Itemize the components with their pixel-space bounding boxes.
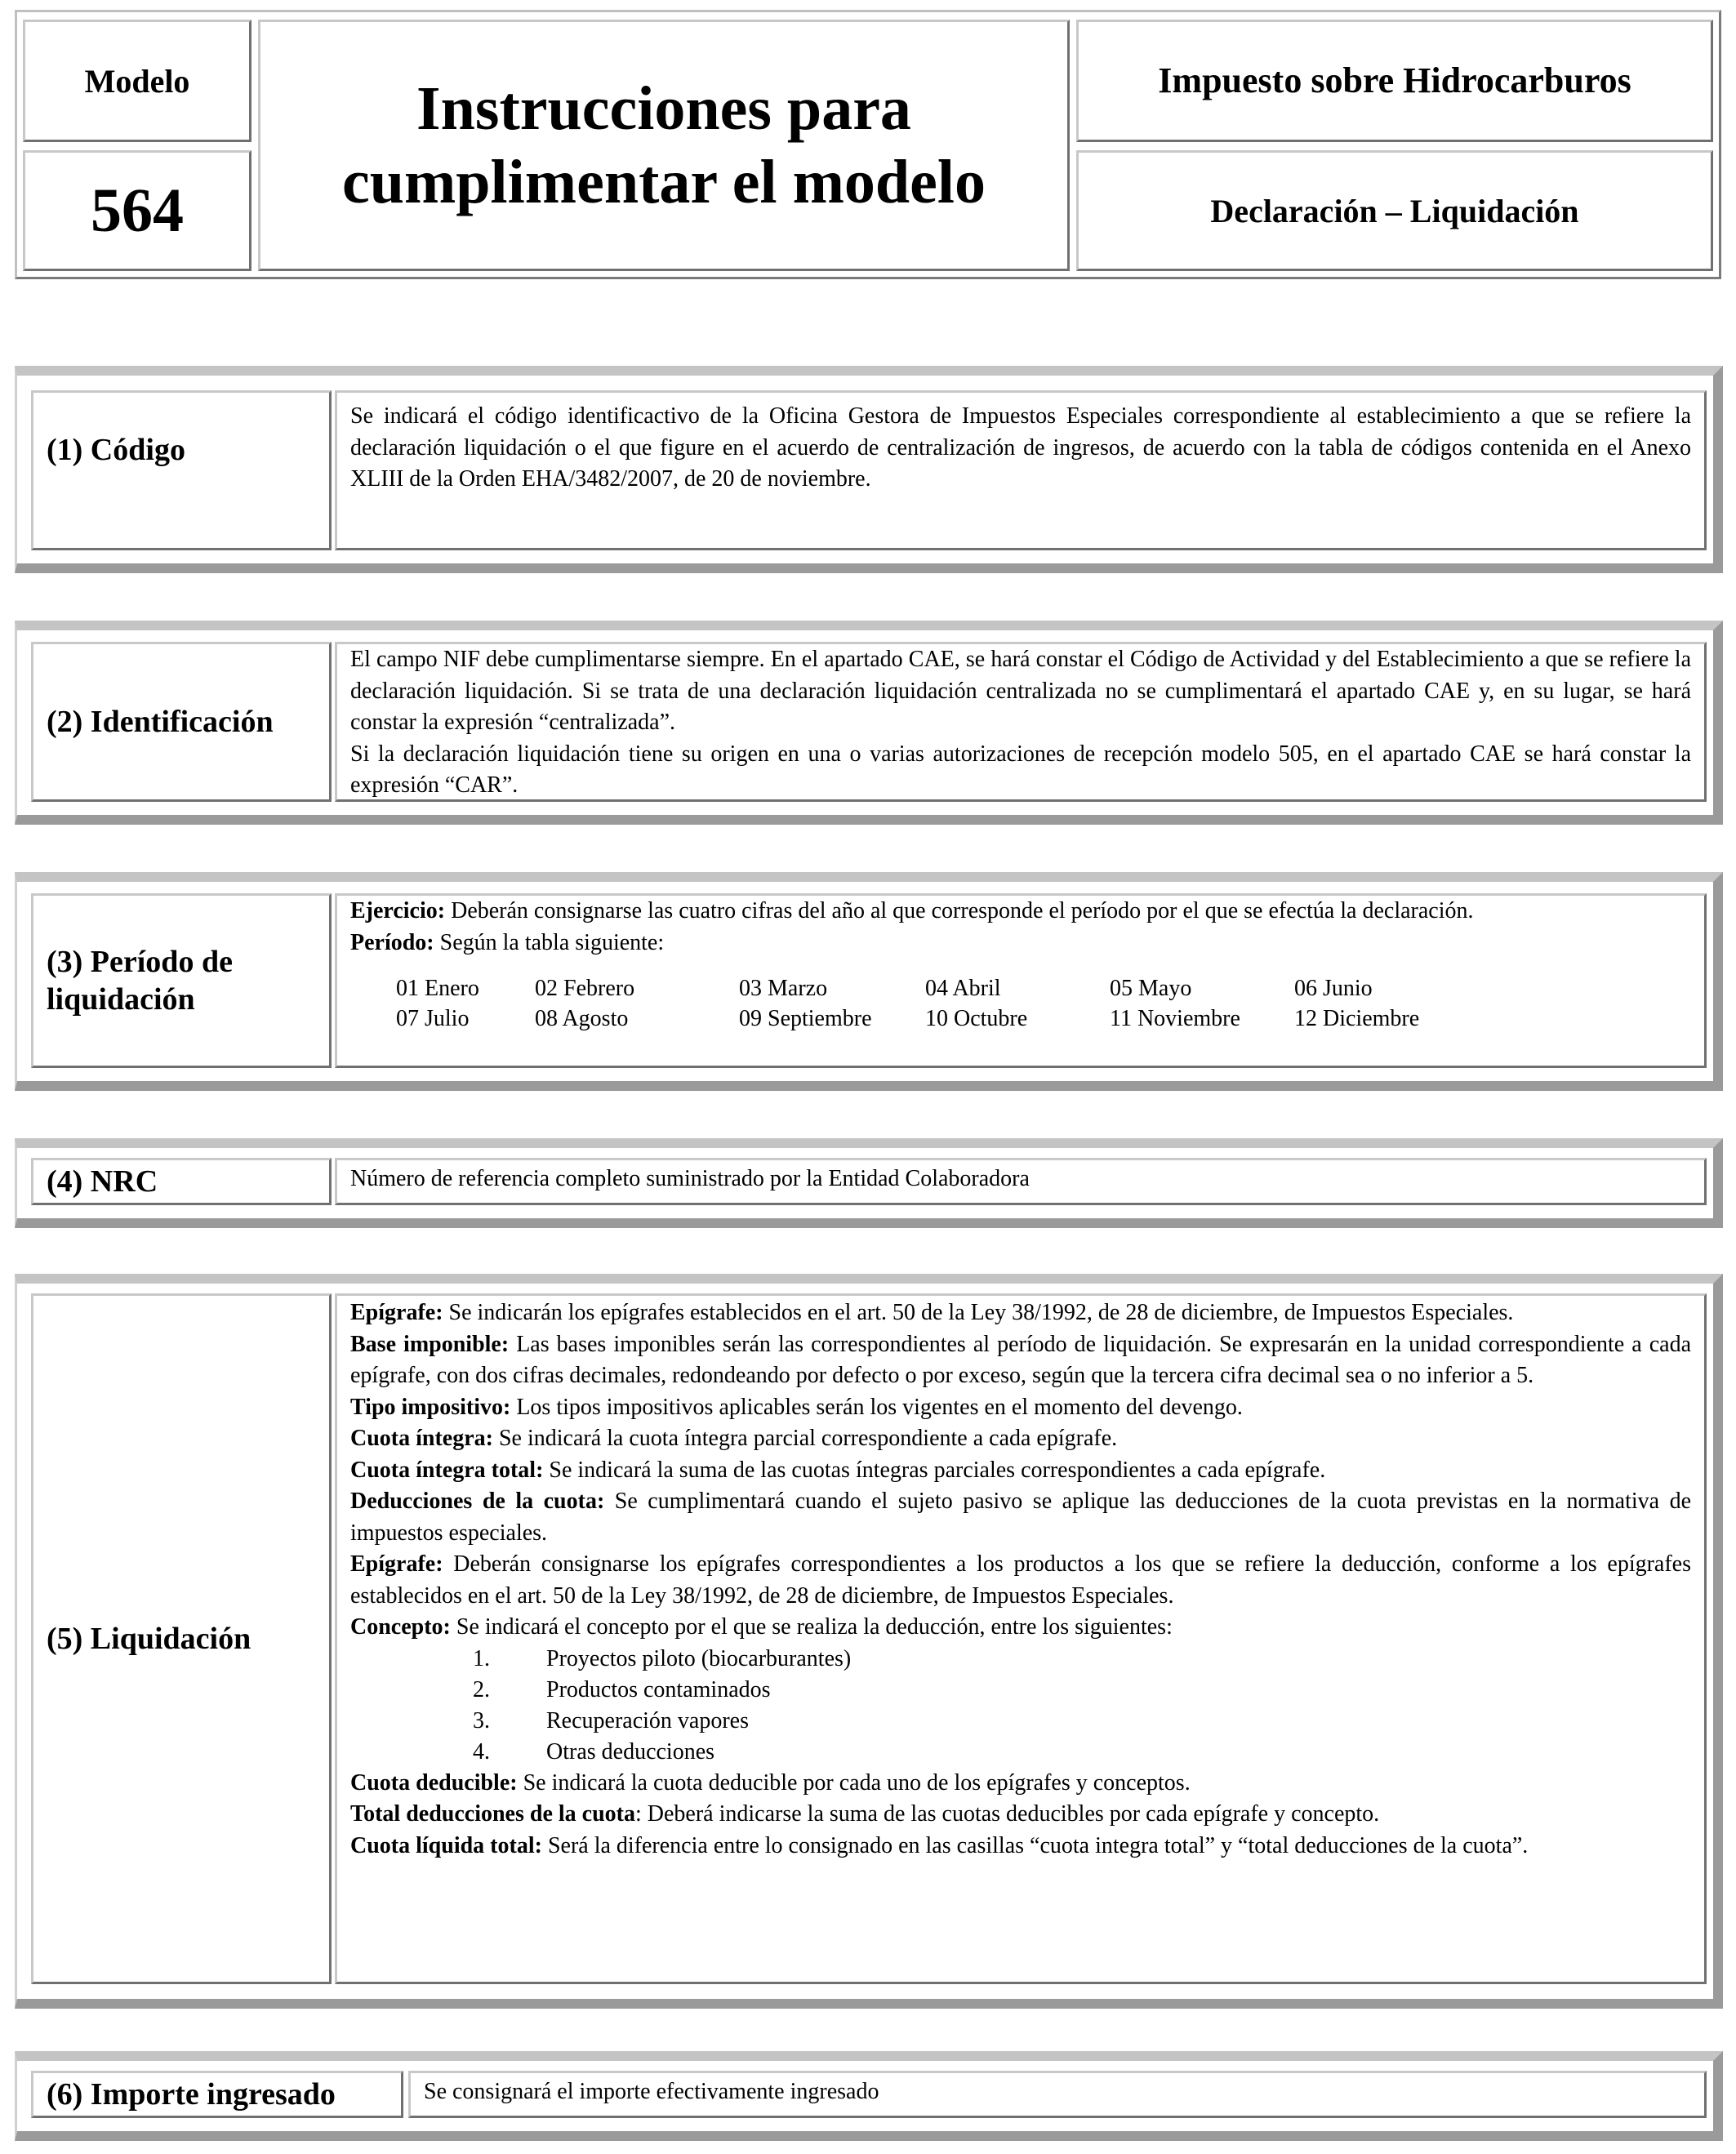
- nrc-text: Número de referencia completo suministrado por la Entidad Colaboradora: [335, 1158, 1707, 1205]
- identificacion-text: [335, 642, 1707, 802]
- page-title: [258, 20, 1070, 271]
- list-item: [350, 1644, 1691, 1675]
- codigo-text: Se indicará el código identificactivo de la Oficina Gestora de Impuestos Especiales correspondiente al establecimiento a que se refiere la declaración liquidación o el que figure en el acuerdo de centralización de ingresos, de acuerdo con la tabla de códigos contenida en el Anexo XLIII de la Orden EHA/3482/2007, de 20 de noviembre.: [335, 390, 1707, 550]
- periodo-desc: Según la tabla siguiente:: [434, 929, 665, 955]
- epigrafe2-term: Epígrafe:: [350, 1551, 443, 1577]
- month-cell: 05 Mayo: [1110, 976, 1192, 1001]
- cuota-liquida-desc: Será la diferencia entre lo consignado en las casillas “cuota integra total” y “total deducciones de la cuota”.: [541, 1832, 1529, 1858]
- periodo-line: [350, 928, 1691, 959]
- tipo-desc: Los tipos impositivos aplicables serán los vigentes en el momento del devengo.: [510, 1394, 1243, 1420]
- deducible-desc: Se indicará la cuota deducible por cada uno de los epígrafes y conceptos.: [517, 1769, 1191, 1796]
- month-cell: 07 Julio: [396, 1006, 470, 1031]
- codigo-label: (1) Código: [31, 390, 332, 550]
- tipo-term: Tipo impositivo:: [350, 1394, 511, 1420]
- modelo-label: Modelo: [23, 20, 251, 142]
- deducciones-line: [350, 1486, 1691, 1549]
- cuota-term: Cuota íntegra:: [350, 1426, 493, 1451]
- month-cell: 10 Octubre: [925, 1006, 1028, 1031]
- periodo-text: [335, 893, 1707, 1068]
- month-cell: 11 Noviembre: [1110, 1006, 1240, 1031]
- month-cell: 02 Febrero: [535, 976, 635, 1001]
- total-deducciones-desc: : Deberá indicarse la suma de las cuotas deducibles por cada epígrafe y concepto.: [635, 1801, 1380, 1827]
- epigrafe2-desc: Deberán consignarse los epígrafes correspondientes a los productos a los que se refiere la deducción, conforme a los epígrafes establecidos en el art. 50 de la Ley 38/1992, de 28 de diciembre, de Impuestos Especiales.: [350, 1551, 1691, 1609]
- list-item-number: 4.: [473, 1738, 490, 1765]
- tax-name: Impuesto sobre Hidrocarburos: [1076, 20, 1713, 142]
- periodo-label-line-2: liquidación: [47, 982, 195, 1017]
- concepto-desc: Se indicará el concepto por el que se realiza la deducción, entre los siguientes:: [450, 1614, 1173, 1640]
- cuota-liquida-line: [350, 1831, 1691, 1862]
- month-cell: 03 Marzo: [739, 976, 828, 1001]
- list-item-text: Productos contaminados: [546, 1676, 771, 1702]
- month-cell: 12 Diciembre: [1294, 1006, 1420, 1031]
- total-deducciones-line: [350, 1799, 1691, 1831]
- epigrafe2-line: [350, 1549, 1691, 1612]
- title-line-2: cumplimentar el modelo: [341, 148, 986, 216]
- liquidacion-text: [335, 1293, 1707, 1984]
- epigrafe-desc: Se indicarán los epígrafes establecidos en el art. 50 de la Ley 38/1992, de 28 de diciembre, de Impuestos Especiales.: [443, 1300, 1514, 1325]
- total-deducciones-term: Total deducciones de la cuota: [350, 1801, 635, 1827]
- cuota-liquida-term: Cuota líquida total:: [350, 1832, 542, 1858]
- cuota-line: [350, 1423, 1691, 1455]
- deducible-term: Cuota deducible:: [350, 1769, 518, 1796]
- epigrafe-term: Epígrafe:: [350, 1300, 443, 1325]
- list-item: [350, 1706, 1691, 1737]
- cuota-desc: Se indicará la cuota íntegra parcial correspondiente a cada epígrafe.: [492, 1426, 1118, 1451]
- liquidacion-label: (5) Liquidación: [31, 1293, 332, 1984]
- importe-label: (6) Importe ingresado: [31, 2071, 403, 2118]
- concepto-term: Concepto:: [350, 1614, 451, 1640]
- month-cell: 04 Abril: [925, 976, 1001, 1001]
- epigrafe-line: [350, 1297, 1691, 1329]
- periodo-label-line-1: (3) Período de: [47, 945, 233, 979]
- modelo-number: 564: [23, 150, 251, 271]
- list-item-number: 3.: [473, 1707, 490, 1733]
- month-cell: 09 Septiembre: [739, 1006, 872, 1031]
- month-cell: 08 Agosto: [535, 1006, 629, 1031]
- ejercicio-line: [350, 896, 1691, 928]
- list-item-text: Recuperación vapores: [546, 1707, 749, 1733]
- identificacion-p1: El campo NIF debe cumplimentarse siempre. En el apartado CAE, se hará constar el Código de Actividad y del Establecimiento a que se refiere la declaración liquidación. Si se trata de una declaración liquidación centralizada no se cumplimentará el apartado CAE y, en su lugar, se hará constar la expresión “centralizada”.: [350, 647, 1691, 735]
- deducible-line: [350, 1768, 1691, 1800]
- list-item-text: Otras deducciones: [546, 1738, 715, 1765]
- ejercicio-term: Ejercicio:: [350, 898, 446, 923]
- list-item: [350, 1675, 1691, 1706]
- cuota-total-term: Cuota íntegra total:: [350, 1457, 544, 1483]
- list-item-text: Proyectos piloto (biocarburantes): [546, 1645, 852, 1671]
- deducciones-term: Deducciones de la cuota:: [350, 1489, 605, 1514]
- doc-type: Declaración – Liquidación: [1076, 150, 1713, 271]
- cuota-total-desc: Se indicará la suma de las cuotas íntegras parciales correspondientes a cada epígrafe.: [543, 1457, 1326, 1483]
- title-line-1: Instrucciones para: [416, 74, 911, 143]
- base-desc: Las bases imponibles serán las correspondientes al período de liquidación. Se expresarán en la unidad correspondiente a cada epígrafe, con dos cifras decimales, redondeando por defecto o por exceso, según que la tercera cifra decimal sea o no inferior a 5.: [350, 1331, 1691, 1388]
- conceptos-list: [350, 1644, 1691, 1768]
- cuota-total-line: [350, 1455, 1691, 1487]
- list-item-number: 2.: [473, 1676, 490, 1702]
- ejercicio-desc: Deberán consignarse las cuatro cifras del año al que corresponde el período por el que se efectúa la declaración.: [445, 898, 1474, 923]
- base-line: [350, 1329, 1691, 1392]
- month-cell: 01 Enero: [396, 976, 479, 1001]
- tipo-line: [350, 1392, 1691, 1424]
- periodo-term: Período:: [350, 929, 434, 955]
- base-term: Base imponible:: [350, 1331, 510, 1357]
- month-cell: 06 Junio: [1294, 976, 1373, 1001]
- list-item-number: 1.: [473, 1645, 490, 1671]
- identificacion-label: (2) Identificación: [31, 642, 332, 802]
- importe-text: Se consignará el importe efectivamente ingresado: [408, 2071, 1707, 2118]
- identificacion-p2: Si la declaración liquidación tiene su origen en una o varias autorizaciones de recepción modelo 505, en el apartado CAE se hará constar la expresión “CAR”.: [350, 741, 1691, 798]
- list-item: [350, 1737, 1691, 1768]
- months-table: [396, 973, 1691, 1034]
- concepto-line: [350, 1612, 1691, 1644]
- deducciones-desc: Se cumplimentará cuando el sujeto pasivo se aplique las deducciones de la cuota previstas en la normativa de impuestos especiales.: [350, 1489, 1691, 1546]
- nrc-label: (4) NRC: [31, 1158, 332, 1205]
- periodo-label: [31, 893, 332, 1068]
